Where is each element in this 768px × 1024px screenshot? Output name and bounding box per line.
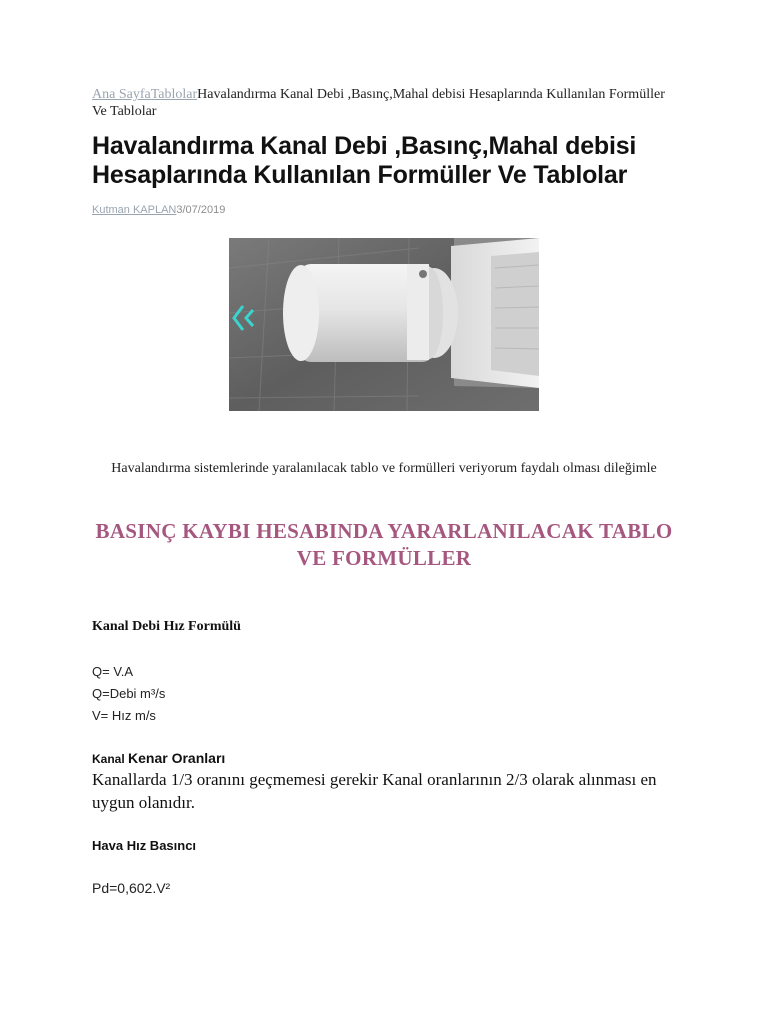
kenar-heading <box>92 750 225 766</box>
author-link[interactable]: Kutman KAPLAN <box>92 204 177 216</box>
breadcrumb <box>92 86 682 120</box>
kenar-heading-prefix: Kanal <box>92 752 129 766</box>
publish-date: 3/07/2019 <box>176 204 226 216</box>
breadcrumb-category-link[interactable]: Tablolar <box>150 87 198 102</box>
hero-image <box>229 238 539 411</box>
formula-line: V= Hız m/s <box>92 708 156 723</box>
kenar-paragraph: Kanallarda 1/3 oranını geçmemesi gerekir Kanal oranlarının 2/3 olarak alınması en uygun olanıdır. <box>92 770 657 812</box>
breadcrumb-current: Havalandırma Kanal Debi ,Basınç,Mahal debisi Hesaplarında Kullanılan Formüller Ve Tablolar <box>92 87 665 119</box>
debi-formula-heading: Kanal Debi Hız Formülü <box>92 619 241 634</box>
formula-line: Q=Debi m³/s <box>92 686 166 701</box>
formula-line: Q= V.A <box>92 664 134 679</box>
section-title: BASINÇ KAYBI HESABINDA YARARLANILACAK TABLO VE FORMÜLLER <box>95 519 673 570</box>
article-meta <box>92 204 225 216</box>
hava-formula: Pd=0,602.V² <box>92 880 171 896</box>
intro-text: Havalandırma sistemlerinde yaralanılacak tablo ve formülleri veriyorum faydalı olması dileğimle <box>111 461 657 476</box>
kenar-heading-main: Kenar Oranları <box>128 750 226 766</box>
page-title: Havalandırma Kanal Debi ,Basınç,Mahal debisi Hesaplarında Kullanılan Formüller Ve Tablolar <box>92 132 637 189</box>
hava-heading: Hava Hız Basıncı <box>92 838 197 853</box>
breadcrumb-home-link[interactable]: Ana Sayfa <box>92 87 151 102</box>
